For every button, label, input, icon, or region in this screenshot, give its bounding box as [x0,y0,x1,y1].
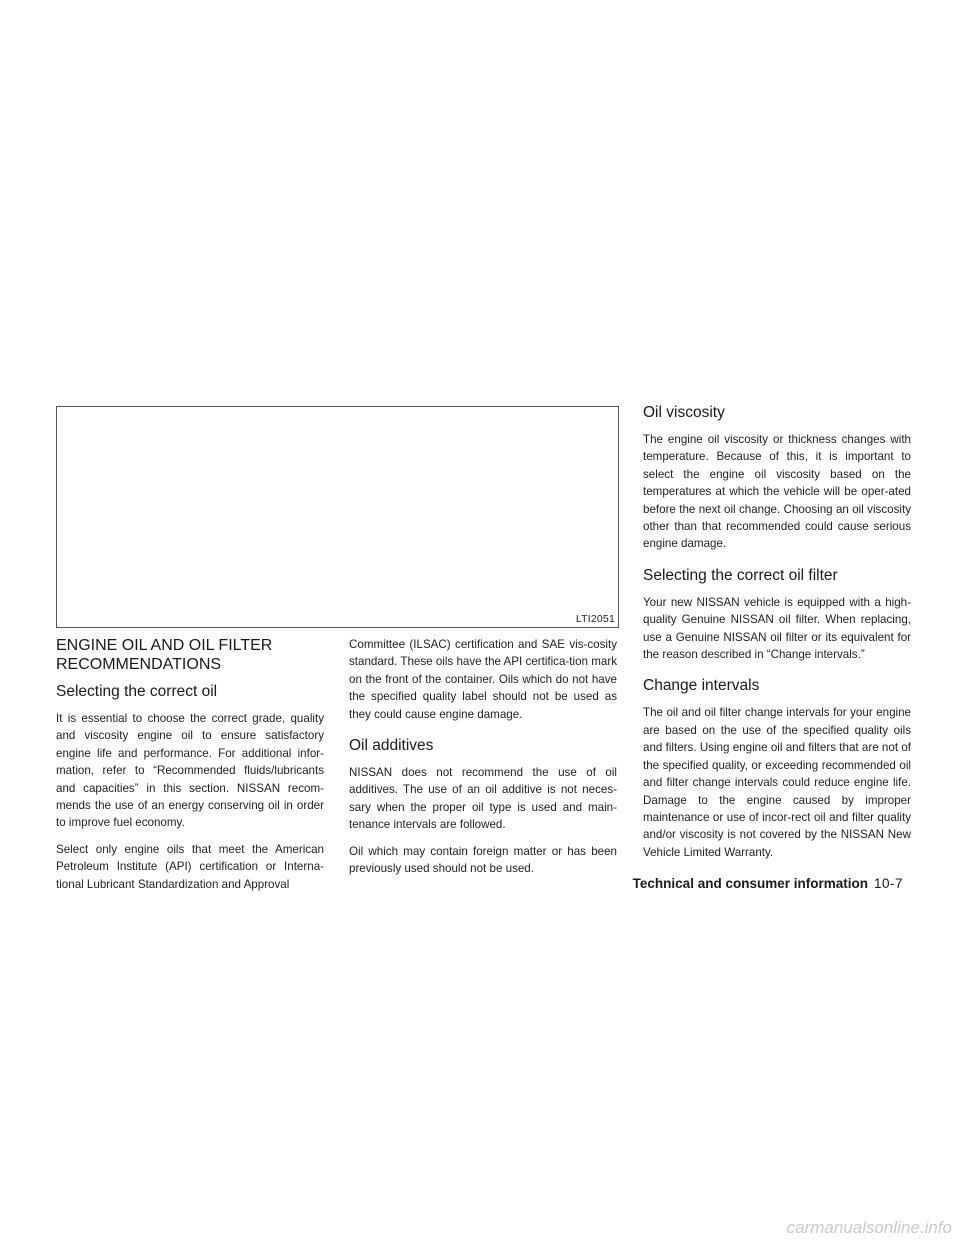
heading-oil-viscosity: Oil viscosity [643,404,725,421]
watermark: carmanualsonline.info [786,1218,952,1237]
heading-oil-additives: Oil additives [349,737,434,755]
page-footer [633,876,903,891]
paragraph-oil-viscosity: The engine oil viscosity or thickness changes with temperature. Because of this, it is important to select the engine oil viscosity based on the temperatures at which the vehicle will be oper-ated before the next oil change. Choosing an oil viscosity other than that recommended could cause serious engine damage. [643,433,911,551]
paragraph-oil-additives-2: Oil which may contain foreign matter or has been previously used should not be used. [349,844,617,876]
figure-frame [56,406,619,628]
column-1 [56,636,324,902]
figure-label: LTI2051 [575,613,615,625]
heading-selecting-oil: Selecting the correct oil [56,683,218,700]
paragraph-selecting-oil-1: It is essential to choose the correct grade, quality and viscosity engine oil to ensure satisfactory engine life and performance. For additional infor-mation, refer to “Recommended fluids/lubricants and capacities” in this section. NISSAN recom-mends the use of an energy conserving oil in order to improve fuel economy. [56,712,324,830]
column-3 [643,403,911,870]
paragraph-change-intervals: The oil and oil filter change intervals for your engine are based on the use of the specified quality oils and filters. Using engine oil and filters that are not of the specified quality, or exceeding recommended oil and filter change intervals could reduce engine life. Damage to the engine caused by improper maintenance or use of incor-rect oil and filter quality and/or viscosity is not covered by the NISSAN New Vehicle Limited Warranty. [643,706,911,859]
heading-oil-filter: Selecting the correct oil filter [643,566,838,584]
heading-change-intervals: Change intervals [643,677,760,695]
paragraph-selecting-oil-2: Select only engine oils that meet the American Petroleum Institute (API) certification or Interna-tional Lubricant Standardization and Approval [56,842,324,891]
column-2 [349,636,617,886]
paragraph-oil-filter: Your new NISSAN vehicle is equipped with a high-quality Genuine NISSAN oil filter. When replacing, use a Genuine NISSAN oil filter or its equivalent for the reason described in “Change intervals.” [643,595,911,662]
paragraph-selecting-oil-2-continued: Committee (ILSAC) certification and SAE vis-cosity standard. These oils have the API certifica-tion mark on the front of the container. Oils which do not have the specified quality label should not be used as they could cause engine damage. [349,638,617,721]
footer-section-title: Technical and consumer information [632,876,868,891]
paragraph-oil-additives-1: NISSAN does not recommend the use of oil additives. The use of an oil additive is not neces-sary when the proper oil type is used and main-tenance intervals are followed. [349,766,617,832]
section-title: ENGINE OIL AND OIL FILTER RECOMMENDATIONS [56,637,273,673]
page-number: 10-7 [873,876,903,891]
